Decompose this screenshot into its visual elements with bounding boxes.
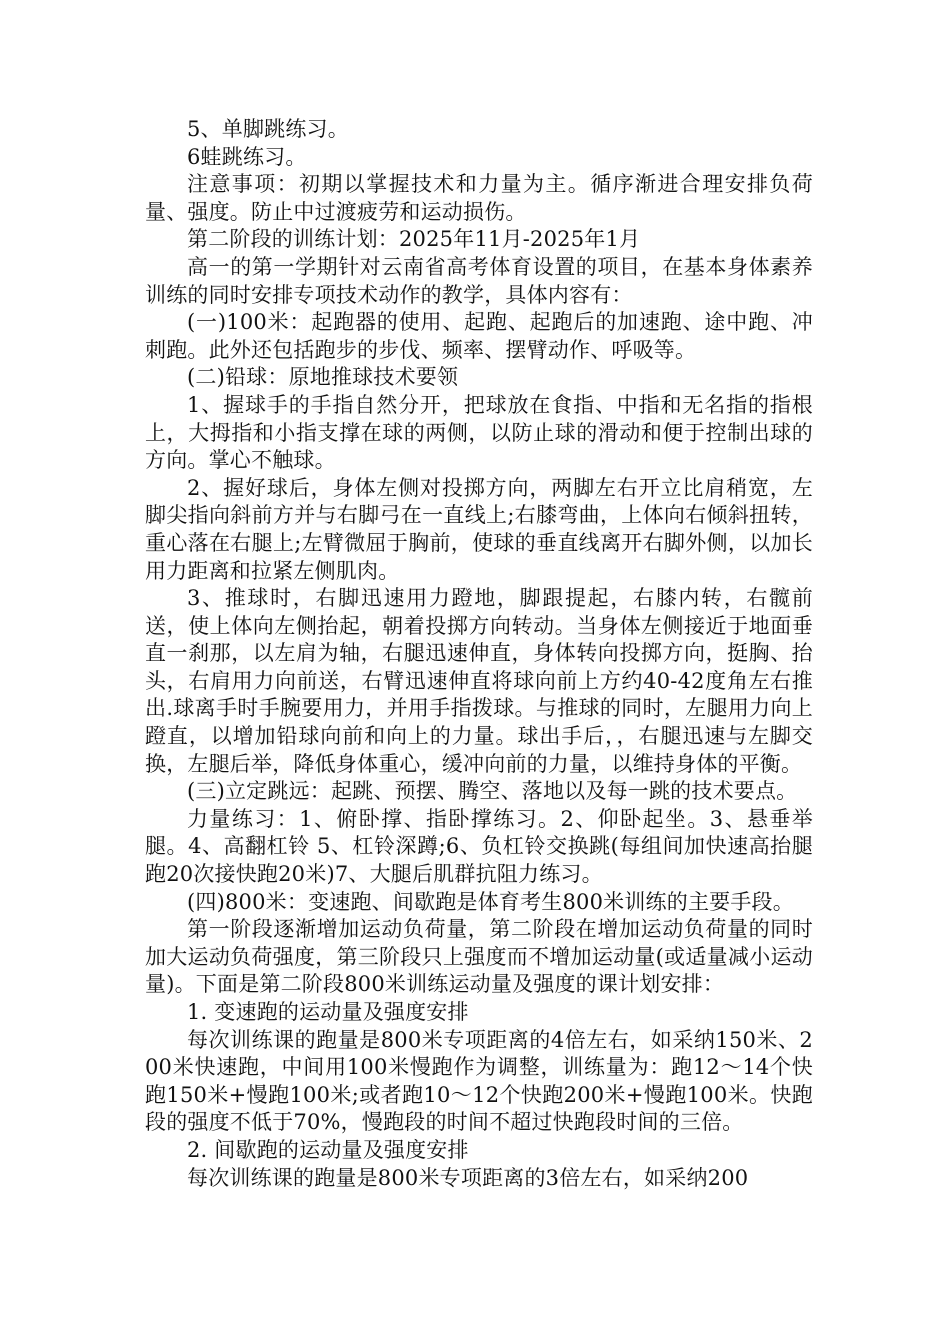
paragraph-item-5: 5、单脚跳练习。	[187, 117, 349, 141]
paragraph-load-plan: 第一阶段逐渐增加运动负荷量，第二阶段在增加运动负荷量的同时加大运动负荷强度，第三阶段只上强度而不增加运动量(或适量减小运动量)。下面是第二阶段800米训练运动量及强度的课计划安排：	[145, 917, 813, 997]
document-body	[145, 116, 813, 1192]
paragraph-strength: 力量练习：1、俯卧撑、指卧撑练习。2、仰卧起坐。3、悬垂举腿。4、高翻杠铃 5、杠铃深蹲;6、负杠铃交换跳(每组间加快速高抬腿跑20次接快跑20米)7、大腿后肌群抗阻力练习。	[145, 806, 813, 887]
paragraph-100m: (一)100米：起跑器的使用、起跑、起跑后的加速跑、途中跑、冲刺跑。此外还包括跑步的步伐、频率、摆臂动作、呼吸等。	[145, 310, 813, 362]
paragraph-shotput-step-2: 2、握好球后，身体左侧对投掷方向，两脚左右开立比肩稍宽，左脚尖指向斜前方并与右脚弓在一直线上;右膝弯曲，上体向右倾斜扭转，重心落在右腿上;左臂微屈于胸前，使球的垂直线离开右脚外侧，以加长用力距离和拉紧左侧肌肉。	[145, 475, 813, 583]
paragraph-800m: (四)800米：变速跑、间歇跑是体育考生800米训练的主要手段。	[187, 889, 794, 914]
paragraph-shotput-heading: (二)铅球：原地推球技术要领	[187, 365, 459, 390]
paragraph-shotput-step-3: 3、推球时，右脚迅速用力蹬地，脚跟提起，右膝内转，右髋前送，使上体向左侧抬起，朝着投掷方向转动。当身体左侧接近于地面垂直一刹那，以左肩为轴，右腿迅速伸直，身体转向投掷方向，挺胸、抬头，右肩用力向前送，右臂迅速伸直将球向前上方约40-42度角左右推出.球离手时手腕要用力，并用手指拨球。与推球的同时，左腿用力向上蹬直，以增加铅球向前和向上的力量。球出手后，，右腿迅速与左脚交换，左腿后举，降低身体重心，缓冲向前的力量，以维持身体的平衡。	[145, 586, 813, 776]
paragraph-long-jump: (三)立定跳远：起跳、预摆、腾空、落地以及每一跳的技术要点。	[187, 779, 798, 804]
paragraph-stage2-intro: 高一的第一学期针对云南省高考体育设置的项目，在基本身体素养训练的同时安排专项技术动作的教学，具体内容有：	[145, 254, 813, 307]
paragraph-interval-run-heading: 2. 间歇跑的运动量及强度安排	[187, 1137, 469, 1162]
paragraph-variable-run-detail: 每次训练课的跑量是800米专项距离的4倍左右，如采纳150米、200米快速跑，中间用100米慢跑作为调整，训练量为：跑12～14个快跑150米+慢跑100米;或者跑10～12个快跑200米+慢跑100米。快跑段的强度不低于70%，慢跑段的时间不超过快跑段时间的三倍。	[145, 1027, 813, 1135]
paragraph-notes: 注意事项：初期以掌握技术和力量为主。循序渐进合理安排负荷量、强度。防止中过渡疲劳和运动损伤。	[145, 172, 813, 224]
paragraph-stage2-heading: 第二阶段的训练计划：2025年11月-2025年1月	[187, 227, 641, 252]
paragraph-variable-run-heading: 1. 变速跑的运动量及强度安排	[187, 1000, 469, 1024]
paragraph-interval-run-detail: 每次训练课的跑量是800米专项距离的3倍左右，如采纳200	[187, 1165, 749, 1190]
paragraph-shotput-step-1: 1、握球手的手指自然分开，把球放在食指、中指和无名指的指根上，大拇指和小指支撑在球的两侧，以防止球的滑动和便于控制出球的方向。掌心不触球。	[145, 392, 813, 473]
paragraph-item-6: 6蛙跳练习。	[187, 144, 307, 169]
